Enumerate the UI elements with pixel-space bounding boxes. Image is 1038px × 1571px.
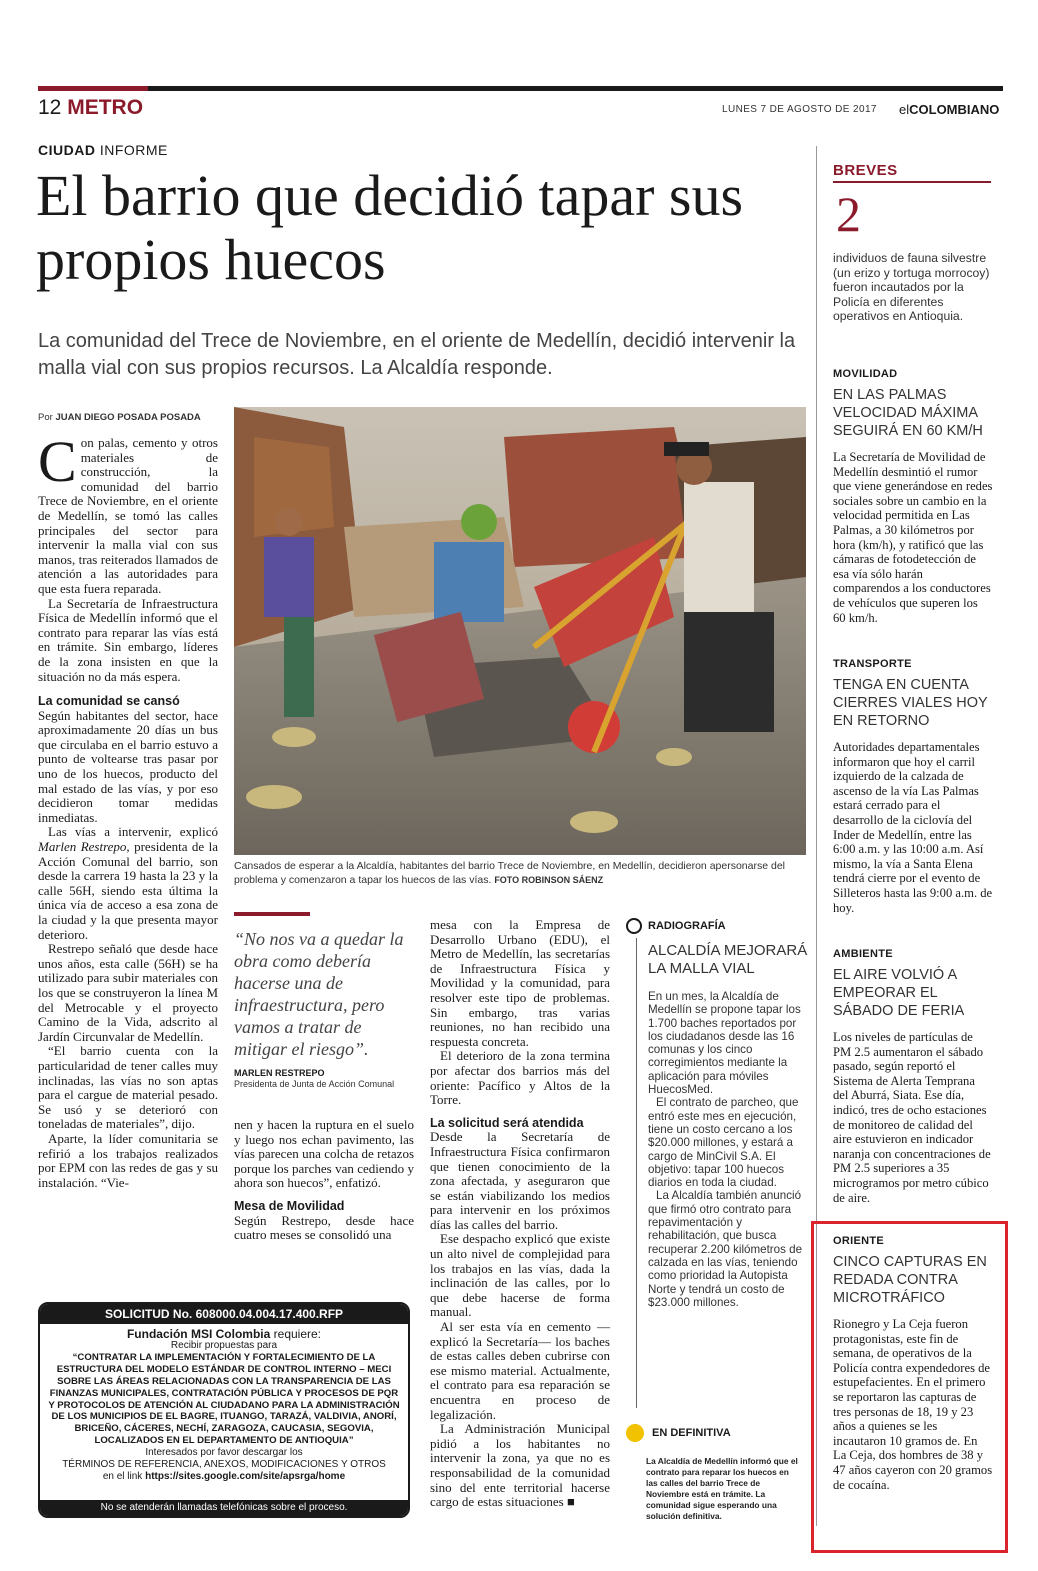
top-rule (38, 86, 1003, 91)
paragraph: Según habitantes del sector, hace aproximadamente 20 días un bus que circulaba en el barrio estuvo a punto de voltearse tras pasar por uno de los huecos, producto del mal estado de las vías, y por eso decidieron tomar medidas inmediatas. (38, 707, 218, 825)
subhead: La solicitud será atendida (430, 1115, 584, 1130)
sidebar-title: CINCO CAPTURAS EN REDADA CONTRA MICROTRÁFICO (833, 1254, 987, 1306)
paragraph (430, 1422, 610, 1510)
headline: El barrio que decidió tapar sus propios huecos (36, 163, 744, 292)
photo-illustration (234, 407, 806, 855)
deck: La comunidad del Trece de Noviembre, en el oriente de Medellín, decidió intervenir la malla vial con sus propios recursos. La Alcaldía responde. (38, 330, 796, 379)
page-number: 12 (38, 96, 62, 119)
radiografia-label-text: RADIOGRAFÍA (648, 919, 726, 932)
person-name: Marlen Restrepo (38, 839, 127, 855)
end-mark: ■ (563, 1494, 575, 1510)
sidebar-title: EN LAS PALMAS VELOCIDAD MÁXIMA SEGUIRÁ EN 60 KM/H (833, 387, 983, 439)
radiografia-label (626, 918, 806, 934)
ad-line: Interesados por favor descargar los (145, 1446, 303, 1458)
paragraph: En un mes, la Alcaldía de Medellín se propone tapar los 1.700 baches reportados por los ciudadanos desde las 16 comunas y los cinco corregimientos mediante la aplicación para móviles HuecosMed. (648, 990, 801, 1097)
magnifier-icon (626, 918, 642, 934)
paragraph: Según Restrepo, desde hace cuatro meses se consolidó una (234, 1212, 414, 1243)
subhead: Mesa de Movilidad (234, 1198, 345, 1213)
quote-author-role: Presidenta de Junta de Acción Comunal (234, 1079, 395, 1089)
ad-body-text: “CONTRATAR LA IMPLEMENTACIÓN Y FORTALECIMIENTO DE LA ESTRUCTURA DEL MODELO ESTÁNDAR DE CONTROL INTERNO – MECI SOBRE LAS ÁREAS RELACIONADAS CON LA TRANSPARENCIA DE LAS FINANZAS MUNICIPALES, CONTRATACIÓN PÚBLICA Y PROCESOS DE PQR Y PROTOCOLOS DE ATENCIÓN AL CIUDADANO PARA LA ADMINISTRACIÓN DE LOS MUNICIPIOS DE EL BAGRE, ITUANGO, TARAZÁ, VALDIVIA, ANORÍ, BRICEÑO, CÁCERES, NECHÍ, ZARAGOZA, CAUCASIA, SEGOVIA, LOCALIZADOS EN EL DEPARTAMENTO DE ANTIOQUIA” (48, 1352, 400, 1446)
paragraph (38, 825, 218, 942)
paragraph: La Alcaldía también anunció que firmó otro contrato para repavimentación y rehabilitación, que busca recuperar 2.200 kilómetros de calzada en las vías, teniendo como prioridad la Autopista Norte y tendrá un costo de $23.000 millones. (648, 1189, 803, 1309)
sidebar-item-ambiente (833, 948, 993, 1205)
page-number-section (38, 96, 143, 120)
ad-org-suffix: requiere: (270, 1327, 322, 1341)
article-column-3 (430, 918, 610, 1510)
masthead-prefix: el (899, 102, 910, 117)
en-definitiva-body: La Alcaldía de Medellín informó que el contrato para reparar los huecos en las calles del barrio Trece de Noviembre está en trámite. La comunidad sigue esperando una solución definitiva. (646, 1456, 798, 1521)
sidebar-body: Rionegro y La Ceja fueron protagonistas, este fin de semana, de operativos de la Policía contra expendedores de estupefacientes. En el primero se reportaron las capturas de tres personas de 18, 19 y 23 años a quienes se les incautaron 10 gramos de. En La Ceja, dos hombres de 38 y 47 años cayeron con 20 gramos de cocaína. (833, 1317, 993, 1492)
en-definitiva-label (626, 1424, 731, 1442)
paragraph-text: , presidenta de la Acción Comunal del barrio, son desde la carrera 19 hasta la 23 y la calle 56H, siendo esta última la única vía de acceso a esa zona de la ciudad y la que presenta mayor deterioro. (38, 839, 218, 942)
sidebar-kicker: ORIENTE (833, 1235, 884, 1247)
ad-line: TÉRMINOS DE REFERENCIA, ANEXOS, MODIFICACIONES Y OTROS (62, 1458, 386, 1470)
paragraph: nen y hacen la ruptura en el suelo y luego nos echan pavimento, las vías parecen una colcha de retazos porque los parches van cediendo y ahora son huecos”, enfatizó. (234, 1117, 414, 1191)
ad-link[interactable]: https://sites.google.com/site/apsrga/home (145, 1471, 346, 1483)
sidebar-kicker: MOVILIDAD (833, 368, 898, 380)
en-definitiva-label-text: EN DEFINITIVA (652, 1426, 731, 1439)
radiografia-body (648, 990, 806, 1309)
ad-link-prefix: en el link (102, 1471, 146, 1483)
caption-text: Cansados de esperar a la Alcaldía, habitantes del barrio Trece de Noviembre, en Medellín, decidieron apersonarse del problema y comenzaron a tapar los huecos de las vías. (234, 860, 785, 886)
advertisement-box (38, 1302, 410, 1518)
breves-number: 2 (836, 186, 861, 242)
ad-footer: No se atenderán llamadas telefónicas sobre el proceso. (40, 1500, 408, 1516)
kicker-ciudad: CIUDAD (38, 142, 96, 158)
section-name: METRO (67, 96, 144, 119)
sidebar-item-transporte (833, 658, 993, 915)
breves-label: BREVES (833, 162, 898, 179)
paragraph: Restrepo señaló que desde hace unos años, esta calle (56H) se ha utilizado para subir materiales con los que se construyeron la línea M del Metrocable y el proyecto Camino de la Vida, adscrito al Jardín Circunvalar de Medellín. (38, 941, 218, 1044)
article-photo (234, 407, 806, 855)
ad-body (40, 1324, 408, 1487)
article-kicker (38, 142, 168, 158)
byline-name: JUAN DIEGO POSADA POSADA (55, 412, 201, 423)
paragraph: La Secretaría de Infraestructura Física de Medellín informó que el contrato para reparar las vías está en trámite. Sin embargo, líderes de la zona insisten en que la situación no da más espera. (38, 595, 218, 684)
article-column-1 (38, 429, 218, 1190)
dropcap: C (38, 429, 77, 494)
sidebar-item-oriente (833, 1235, 993, 1492)
paragraph: Desde la Secretaría de Infraestructura Física confirmaron que tienen conocimiento de la zona afectada, y aseguraron que se están viabilizando los medios para intervenir en los próximos días las calles del barrio. (430, 1129, 610, 1232)
article-column-2 (234, 1118, 414, 1243)
paragraph: mesa con la Empresa de Desarrollo Urbano (EDU), el Metro de Medellín, las secretarías de Infraestructura Física y Movilidad y la comunidad, para resolver este tipo de problemas. Sin embargo, tras varias reuniones, no han recibido una respuesta concreta. (430, 917, 610, 1049)
radiografia-rule (636, 938, 637, 1408)
radiografia-title: ALCALDÍA MEJORARÁ LA MALLA VIAL (648, 942, 808, 977)
top-rule-accent (38, 86, 148, 91)
quote-rule (234, 912, 310, 916)
sidebar-kicker: TRANSPORTE (833, 658, 912, 670)
paragraph-text: on palas, cemento y otros materiales de construcción, la comunidad del barrio Trece de Noviembre, en el oriente de Medellín, se tomó las calles principales del sector para intervenir la malla vial con sus manos, tras reiterados llamados de atención a las autoridades para que esta fuera reparada. (38, 435, 218, 596)
masthead (899, 102, 999, 117)
paragraph: Al ser esta vía en cemento —explicó la Secretaría— los baches de estas calles deben cubrirse con ese mismo material. Actualmente, el contrato para esa reparación se encuentra en proceso de legalización. (430, 1319, 610, 1422)
photo-caption (234, 860, 806, 887)
pull-quote: “No nos va a quedar la obra como debería hacerse una de infraestructura, pero vamos a tratar de mitigar el riesgo”. (234, 929, 404, 1059)
ad-org: Fundación MSI Colombia (126, 1327, 271, 1341)
sidebar-body: Los niveles de partículas de PM 2.5 aumentaron el sábado pasado, según reportó el Sistema de Alerta Temprana del Aburrá, Siata. Ese día, indicó, tres de ocho estaciones de monitoreo de calidad del aire estuvieron en indicador naranja con concentraciones de PM 2.5 superiores a 35 microgramos por metro cúbico de aire. (833, 1030, 991, 1205)
byline-prefix: Por (38, 412, 56, 423)
sidebar-kicker: AMBIENTE (833, 948, 893, 960)
paragraph-text: La Administración Municipal pidió a los habitantes no intervenir la zona, ya que no es responsabilidad de la comunidad sino del ente territorial hacerse cargo de estas situaciones (430, 1421, 610, 1510)
dateline: LUNES 7 DE AGOSTO DE 2017 (722, 104, 877, 115)
sidebar-title: TENGA EN CUENTA CIERRES VIALES HOY EN RETORNO (833, 677, 988, 729)
masthead-name: COLOMBIANO (909, 102, 1000, 117)
ad-line: Recibir propuestas para (170, 1340, 278, 1352)
kicker-informe: INFORME (95, 142, 168, 158)
paragraph: El contrato de parcheo, que entró este mes en ejecución, tiene un costo cercano a los $20.000 millones, y estará a cargo de MinCivil S.A. El objetivo: tapar 100 huecos diarios en toda la ciudad. (648, 1096, 799, 1190)
paragraph (38, 429, 218, 597)
breves-text: individuos de fauna silvestre (un erizo y tortuga morrocoy) fueron incautados por la Policía en diferentes operativos en Antioquia. (833, 251, 990, 324)
sidebar-title: EL AIRE VOLVIÓ A EMPEORAR EL SÁBADO DE FERIA (833, 967, 965, 1019)
paragraph: “El barrio cuenta con la particularidad de tener calles muy inclinadas, las vías no son aptas para el cargue de material pesado. Se usó y se deterioró con toneladas de materiales”, dijo. (38, 1043, 218, 1132)
paragraph-text: Las vías a intervenir, explicó (48, 824, 218, 840)
sidebar-body: La Secretaría de Movilidad de Medellín desmintió el rumor que viene generándose en redes sociales sobre un cambio en la velocidad permitida en Las Palmas, a 30 kilómetros por hora (km/h), y ratificó que las cámaras de fotodetección de esa vía sólo harán comparendos a los conductores de vehículos que superen los 60 km/h. (833, 450, 993, 625)
breves-rule (833, 181, 991, 183)
sidebar-body: Autoridades departamentales informaron que hoy el carril izquierdo de la calzada de ascenso de la vía Las Palmas estará cerrado para el desarrollo de la ciclovía del Inder de Medellín, entre las 6:00 a.m. y las 10:00 a.m. Así mismo, la vía a Santa Elena tendrá cierre por el evento de Silleteros hasta las 9:00 a.m. de hoy. (833, 740, 993, 915)
paragraph: Aparte, la líder comunitaria se refirió a los trabajos realizados por EPM con las redes de gas y su instalación. “Vie- (38, 1130, 218, 1190)
star-burst-icon (626, 1424, 644, 1442)
sidebar-item-movilidad (833, 368, 993, 625)
ad-link-line (48, 1471, 400, 1483)
photo-credit: FOTO ROBINSON SÁENZ (494, 874, 604, 885)
quote-author: MARLEN RESTREPO (234, 1068, 325, 1078)
paragraph: Ese despacho explicó que existe un alto nivel de complejidad para los trabajos en las vías, dada la inclinación de las calles, por lo que debe hacerse de forma manual. (430, 1231, 610, 1320)
subhead: La comunidad se cansó (38, 694, 180, 709)
ad-title: SOLICITUD No. 608000.04.004.17.400.RFP (40, 1304, 408, 1324)
paragraph: El deterioro de la zona termina por afectar dos barrios más del oriente: Pacífico y Altos de la Torre. (430, 1048, 610, 1108)
ad-org-line (48, 1328, 400, 1340)
byline (38, 412, 201, 423)
